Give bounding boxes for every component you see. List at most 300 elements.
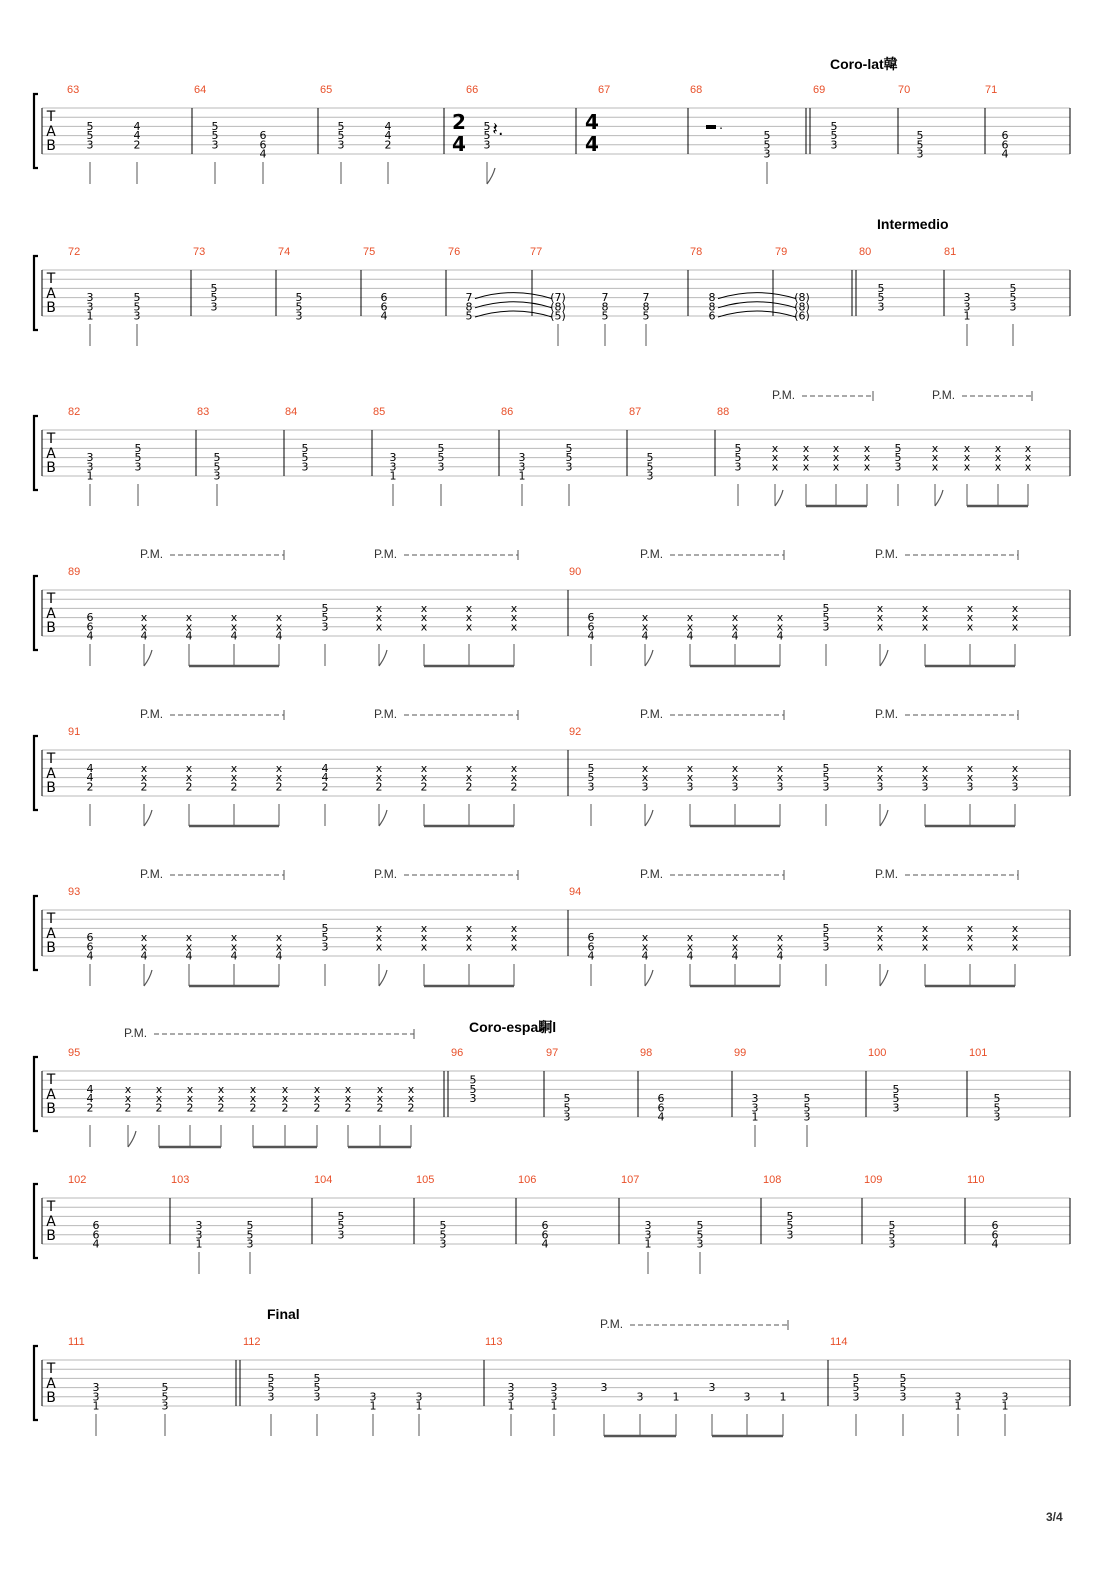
fret-number: x (465, 940, 473, 954)
fret-number: 3 (483, 138, 491, 152)
fret-number: 4 (86, 771, 94, 785)
fret-number: 6 (1001, 129, 1009, 143)
fret-number: 6 (380, 300, 388, 314)
fret-number: 5 (646, 460, 654, 474)
note-flag (379, 650, 387, 666)
measure-number: 104 (314, 1174, 333, 1186)
fret-number: x (281, 1082, 289, 1096)
fret-number: x (921, 940, 929, 954)
fret-number: x (731, 620, 739, 634)
measure-number: 85 (373, 406, 386, 418)
fret-number: 3 (550, 1390, 558, 1404)
fret-number: x (876, 620, 884, 634)
fret-number: x (249, 1082, 257, 1096)
fret-number: x (275, 611, 283, 625)
fret-number: x (375, 620, 383, 634)
measure-number: 65 (320, 84, 333, 96)
tab-clef-a: A (46, 1087, 56, 1103)
fret-number: 3 (133, 309, 141, 323)
fret-number: 5 (211, 129, 219, 143)
note-flag (487, 168, 495, 184)
fret-number: x (465, 601, 473, 615)
measure-number: 67 (598, 84, 611, 96)
fret-number: 4 (686, 629, 694, 643)
fret-number: x (313, 1092, 321, 1106)
fret-number: 2 (407, 1101, 415, 1115)
fret-number: 4 (92, 1237, 100, 1251)
tab-clef-a: A (46, 124, 56, 140)
fret-number: 2 (140, 780, 148, 794)
palm-mute-label: P.M. (140, 707, 164, 721)
fret-number: x (407, 1082, 415, 1096)
fret-number: 2 (420, 780, 428, 794)
fret-number: x (510, 761, 518, 775)
measure-number: 79 (775, 246, 788, 258)
fret-number: 3 (86, 460, 94, 474)
fret-number: 3 (469, 1092, 477, 1106)
fret-number: 4 (275, 949, 283, 963)
fret-number: 8 (642, 300, 650, 314)
measure-number: 113 (485, 1336, 503, 1348)
fret-number: x (963, 460, 971, 474)
palm-mute-label: P.M. (374, 867, 398, 881)
fret-number: 3 (888, 1237, 896, 1251)
tab-clef-b: B (46, 940, 56, 956)
fret-number: 5 (877, 281, 885, 295)
fret-number: 5 (852, 1381, 860, 1395)
fret-number: 5 (993, 1101, 1001, 1115)
fret-number: x (510, 931, 518, 945)
fret-number: 5 (646, 451, 654, 465)
measure-number: 70 (898, 84, 911, 96)
fret-number: 4 (731, 949, 739, 963)
measure-number: 80 (859, 246, 872, 258)
fret-number: 3 (876, 780, 884, 794)
fret-number: x (230, 940, 238, 954)
fret-number: 5 (469, 1073, 477, 1087)
fret-number: 5 (313, 1381, 321, 1395)
note-flag (379, 970, 387, 986)
fret-number: 5 (899, 1381, 907, 1395)
palm-mute-label: P.M. (124, 1026, 148, 1040)
fret-number: 1 (86, 469, 94, 483)
fret-number: x (230, 611, 238, 625)
fret-number: 6 (657, 1092, 665, 1106)
system-bracket (34, 896, 38, 970)
fret-number: x (1011, 761, 1019, 775)
fret-number: 5 (439, 1219, 447, 1233)
fret-number: 3 (86, 138, 94, 152)
rest-dot: . (719, 118, 723, 132)
fret-number: 6 (541, 1228, 549, 1242)
fret-number: 3 (550, 1381, 558, 1395)
tab-clef-a: A (46, 1376, 56, 1392)
fret-number: x (465, 921, 473, 935)
fret-number: x (376, 1082, 384, 1096)
fret-number: 5 (337, 1219, 345, 1233)
palm-mute-label: P.M. (640, 867, 664, 881)
fret-number: x (275, 940, 283, 954)
fret-number: x (731, 761, 739, 775)
measure-number: 112 (243, 1336, 261, 1348)
fret-number: 3 (563, 1110, 571, 1124)
fret-number: 3 (565, 460, 573, 474)
fret-number: x (420, 601, 428, 615)
fret-number: 5 (161, 1381, 169, 1395)
fret-number: x (832, 451, 840, 465)
fret-number: x (1024, 451, 1032, 465)
fret-number: 5 (313, 1371, 321, 1385)
fret-number: 5 (321, 931, 329, 945)
fret-number: 6 (587, 931, 595, 945)
fret-number: x (510, 921, 518, 935)
fret-number: 3 (213, 469, 221, 483)
tab-clef-a: A (46, 766, 56, 782)
fret-number: x (275, 761, 283, 775)
tab-clef-b: B (46, 1390, 56, 1406)
fret-number: x (185, 771, 193, 785)
fret-number: x (641, 771, 649, 785)
fret-number: 5 (86, 129, 94, 143)
fret-number: 3 (92, 1390, 100, 1404)
fret-number: x (313, 1082, 321, 1096)
tab-clef-t: T (46, 431, 56, 447)
fret-number: x (510, 620, 518, 634)
fret-number: 3 (830, 138, 838, 152)
fret-number: 4 (321, 761, 329, 775)
fret-number: x (420, 940, 428, 954)
fret-number: 1 (954, 1399, 962, 1413)
note-flag (935, 490, 943, 506)
fret-number: 1 (779, 1390, 787, 1404)
fret-number: 3 (600, 1381, 608, 1395)
fret-number: 5 (437, 441, 445, 455)
fret-number: 6 (587, 620, 595, 634)
fret-number: 1 (389, 469, 397, 483)
fret-number: x (140, 611, 148, 625)
measure-number: 77 (530, 246, 543, 258)
fret-number: 3 (321, 620, 329, 634)
fret-number: x (420, 620, 428, 634)
fret-number: 5 (563, 1101, 571, 1115)
fret-number: x (510, 611, 518, 625)
fret-number: 3 (751, 1092, 759, 1106)
fret-number: x (1011, 771, 1019, 785)
fret-number: 4 (140, 949, 148, 963)
rest-symbol (706, 125, 716, 129)
fret-number: 6 (86, 931, 94, 945)
tab-clef-b: B (46, 1101, 56, 1117)
fret-number: 5 (601, 309, 609, 323)
fret-number: x (407, 1092, 415, 1106)
fret-number: 2 (313, 1101, 321, 1115)
fret-number: 1 (644, 1237, 652, 1251)
fret-number: 5 (894, 441, 902, 455)
tab-clef-t: T (46, 1072, 56, 1088)
fret-number: 5 (337, 1209, 345, 1223)
fret-number: 1 (1001, 1399, 1009, 1413)
system-bracket (34, 736, 38, 810)
measure-number: 86 (501, 406, 514, 418)
measure-number: 93 (68, 886, 81, 898)
fret-number: 5 (439, 1228, 447, 1242)
fret-number: 5 (321, 611, 329, 625)
fret-number: 6 (259, 129, 267, 143)
fret-number: 3 (507, 1381, 515, 1395)
fret-number: 4 (641, 629, 649, 643)
measure-number: 90 (569, 566, 582, 578)
measure-number: 74 (278, 246, 291, 258)
note-flag (128, 1131, 136, 1147)
palm-mute-label: P.M. (600, 1317, 624, 1331)
fret-number: 6 (657, 1101, 665, 1115)
measure-number: 102 (68, 1174, 87, 1186)
system-bracket (34, 1346, 38, 1420)
fret-number: 4 (641, 949, 649, 963)
measure-number: 109 (864, 1174, 883, 1186)
fret-number: 8 (465, 300, 473, 314)
fret-number: x (465, 761, 473, 775)
fret-number: x (230, 620, 238, 634)
fret-number: x (931, 441, 939, 455)
tab-clef-t: T (46, 1199, 56, 1215)
tab-clef-b: B (46, 300, 56, 316)
fret-number: 7 (642, 291, 650, 305)
measure-number: 87 (629, 406, 642, 418)
fret-number: x (994, 451, 1002, 465)
measure-number: 69 (813, 84, 826, 96)
fret-number: x (921, 771, 929, 785)
fret-number: 3 (751, 1101, 759, 1115)
fret-number: x (465, 611, 473, 625)
fret-number: 2 (321, 780, 329, 794)
fret-number: 3 (313, 1390, 321, 1404)
fret-number: 5 (469, 1082, 477, 1096)
fret-number: 6 (86, 611, 94, 625)
fret-number: 4 (185, 629, 193, 643)
fret-number: 5 (210, 281, 218, 295)
fret-number: 5 (211, 119, 219, 133)
fret-number: x (155, 1092, 163, 1106)
fret-number: x (1011, 601, 1019, 615)
fret-number: 5 (465, 309, 473, 323)
fret-number: 3 (518, 460, 526, 474)
measure-number: 100 (868, 1047, 887, 1059)
measure-number: 103 (171, 1174, 190, 1186)
measure-number: 99 (734, 1047, 747, 1059)
fret-number: 3 (161, 1399, 169, 1413)
fret-number: x (510, 601, 518, 615)
fret-number: 3 (1001, 1390, 1009, 1404)
measure-number: 97 (546, 1047, 559, 1059)
fret-number: x (185, 611, 193, 625)
fret-number: 5 (134, 441, 142, 455)
tab-clef-b: B (46, 1228, 56, 1244)
fret-number: x (641, 940, 649, 954)
fret-number: 2 (375, 780, 383, 794)
section-label-final: Final (267, 1306, 300, 1322)
fret-number: 2 (376, 1101, 384, 1115)
fret-number: x (375, 761, 383, 775)
system-bracket (34, 1057, 38, 1131)
palm-mute-label: P.M. (640, 707, 664, 721)
fret-number: x (1024, 441, 1032, 455)
measure-number: 64 (194, 84, 207, 96)
fret-number: x (375, 931, 383, 945)
palm-mute-label: P.M. (640, 547, 664, 561)
tab-clef-t: T (46, 109, 56, 125)
fret-number: 4 (86, 1082, 94, 1096)
fret-number: x (832, 460, 840, 474)
fret-number: 5 (786, 1209, 794, 1223)
fret-number: 3 (877, 300, 885, 314)
measure-number: 101 (969, 1047, 988, 1059)
fret-number: 7 (465, 291, 473, 305)
fret-number: 3 (636, 1390, 644, 1404)
fret-number: 1 (415, 1399, 423, 1413)
fret-number: 4 (731, 629, 739, 643)
fret-number: 3 (966, 780, 974, 794)
fret-number: 3 (587, 780, 595, 794)
fret-number: 6 (587, 940, 595, 954)
fret-number: x (921, 921, 929, 935)
section-label-coro-lat: Coro-lat韓 (830, 56, 898, 72)
fret-number: x (376, 1092, 384, 1106)
fret-number: 4 (384, 119, 392, 133)
fret-number: (8) (550, 300, 566, 314)
fret-number: 3 (899, 1390, 907, 1404)
fret-number: 5 (734, 451, 742, 465)
fret-number: 4 (133, 129, 141, 143)
fret-number: 3 (993, 1110, 1001, 1124)
tab-clef-t: T (46, 911, 56, 927)
fret-number: x (641, 611, 649, 625)
fret-number: 2 (185, 780, 193, 794)
fret-number: 5 (822, 771, 830, 785)
fret-number: 5 (337, 119, 345, 133)
fret-number: 5 (295, 300, 303, 314)
fret-number: 1 (518, 469, 526, 483)
fret-number: 3 (246, 1237, 254, 1251)
fret-number: x (802, 460, 810, 474)
measure-number: 66 (466, 84, 479, 96)
fret-number: 3 (415, 1390, 423, 1404)
fret-number: x (1011, 940, 1019, 954)
fret-number: 5 (133, 291, 141, 305)
fret-number: 4 (991, 1237, 999, 1251)
fret-number: 2 (86, 780, 94, 794)
note-flag (144, 650, 152, 666)
fret-number: x (217, 1092, 225, 1106)
tab-clef-a: A (46, 606, 56, 622)
fret-number: 3 (195, 1228, 203, 1242)
fret-number: x (641, 931, 649, 945)
fret-number: 5 (337, 129, 345, 143)
fret-number: x (375, 611, 383, 625)
fret-number: 5 (86, 119, 94, 133)
fret-number: 6 (259, 138, 267, 152)
fret-number: x (966, 940, 974, 954)
measure-number: 95 (68, 1047, 81, 1059)
fret-number: x (375, 921, 383, 935)
note-flag (144, 970, 152, 986)
palm-mute-label: P.M. (932, 388, 956, 402)
tab-clef-b: B (46, 620, 56, 636)
fret-number: x (686, 771, 694, 785)
fret-number: x (249, 1092, 257, 1106)
fret-number: 4 (776, 949, 784, 963)
fret-number: x (275, 931, 283, 945)
fret-number: x (776, 761, 784, 775)
fret-number: x (994, 441, 1002, 455)
fret-number: 3 (1009, 300, 1017, 314)
note-flag (144, 810, 152, 826)
fret-number: 6 (587, 611, 595, 625)
fret-number: 3 (267, 1390, 275, 1404)
tab-clef-t: T (46, 271, 56, 287)
measure-number: 110 (967, 1174, 985, 1186)
fret-number: 5 (822, 601, 830, 615)
fret-number: 4 (86, 1092, 94, 1106)
fret-number: (6) (794, 309, 810, 323)
fret-number: x (963, 441, 971, 455)
fret-number: 3 (337, 138, 345, 152)
fret-number: 4 (86, 761, 94, 775)
fret-number: x (731, 940, 739, 954)
fret-number: x (776, 771, 784, 785)
fret-number: (5) (550, 309, 566, 323)
fret-number: 2 (384, 138, 392, 152)
fret-number: x (921, 611, 929, 625)
fret-number: 2 (133, 138, 141, 152)
fret-number: 4 (776, 629, 784, 643)
fret-number: x (876, 611, 884, 625)
measure-number: 84 (285, 406, 298, 418)
fret-number: 5 (483, 129, 491, 143)
tab-clef-a: A (46, 446, 56, 462)
fret-number: x (1024, 460, 1032, 474)
fret-number: x (876, 761, 884, 775)
measure-number: 82 (68, 406, 81, 418)
fret-number: 5 (892, 1082, 900, 1096)
fret-number: x (876, 601, 884, 615)
measure-number: 76 (448, 246, 461, 258)
fret-number: 3 (963, 291, 971, 305)
fret-number: 5 (133, 300, 141, 314)
fret-number: 5 (786, 1219, 794, 1233)
palm-mute-label: P.M. (140, 867, 164, 881)
fret-number: x (731, 771, 739, 785)
fret-number: 5 (696, 1228, 704, 1242)
fret-number: 6 (92, 1228, 100, 1242)
fret-number: 3 (822, 940, 830, 954)
fret-number: 5 (565, 451, 573, 465)
fret-number: 6 (541, 1219, 549, 1233)
measure-number: 96 (451, 1047, 464, 1059)
palm-mute-label: P.M. (374, 707, 398, 721)
fret-number: 2 (86, 1101, 94, 1115)
fret-number: 4 (321, 771, 329, 785)
fret-number: x (686, 620, 694, 634)
fret-number: 5 (267, 1381, 275, 1395)
fret-number: x (275, 771, 283, 785)
fret-number: 3 (295, 309, 303, 323)
fret-number: 3 (337, 1228, 345, 1242)
measure-number: 106 (518, 1174, 537, 1186)
fret-number: 5 (321, 601, 329, 615)
tab-clef-a: A (46, 1214, 56, 1230)
time-sig-2-4-bottom: 4 (452, 132, 466, 156)
